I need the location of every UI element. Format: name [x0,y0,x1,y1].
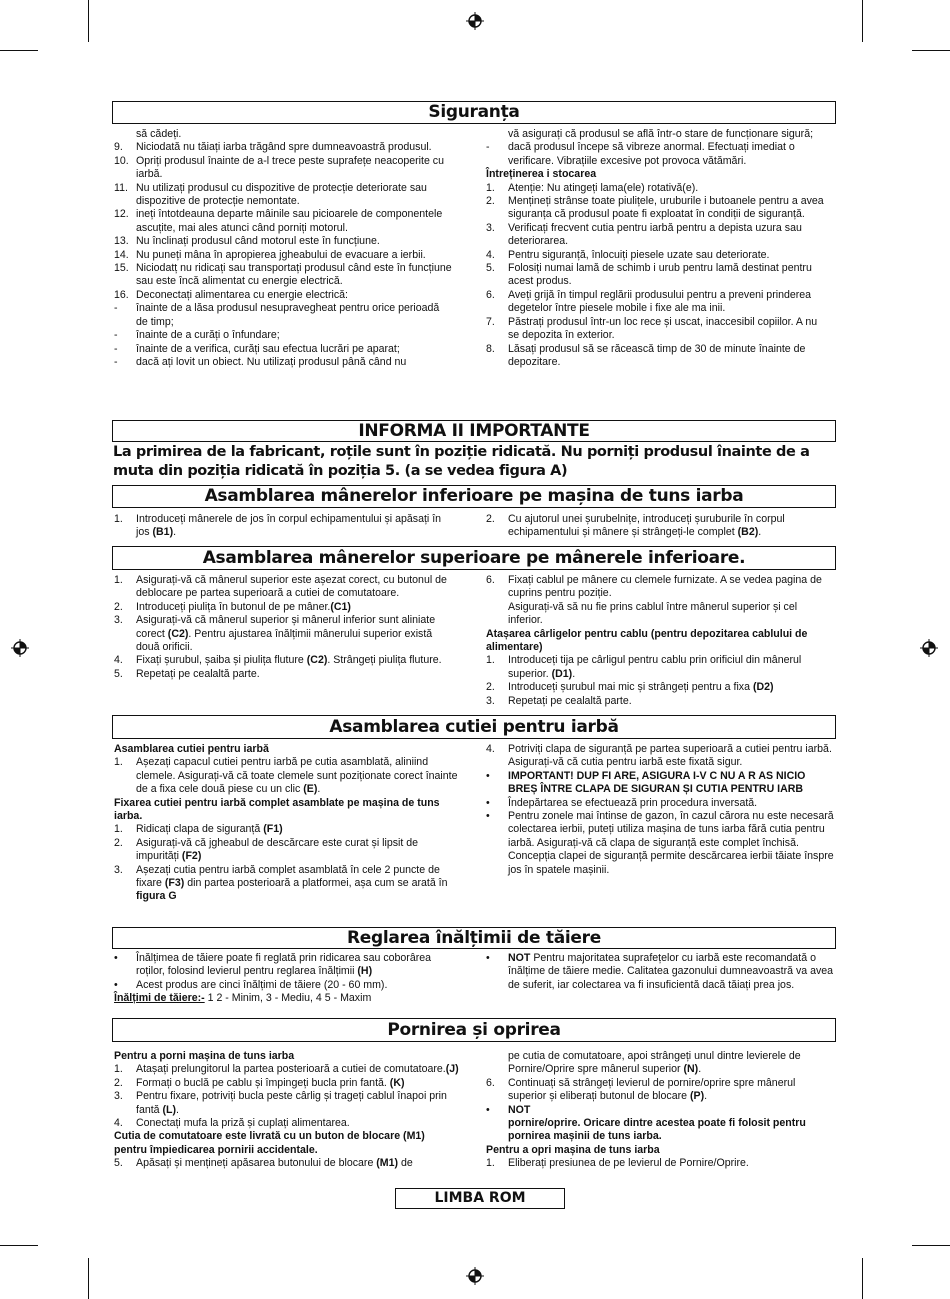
list-item: 1. Atenție: Nu atingeți lama(ele) rotativă(e). [486,181,699,194]
list-item: 1. Așezați capacul cutiei pentru iarbă pe cutia asamblată, aliniind clemele. Asigurați-vă că toate clemele sunt poziționate corect înainte de a fixa cele două piese cu un clic (E). [114,756,458,796]
language-footer: LIMBA ROM [395,1188,565,1209]
list-item: 1. Eliberați presiunea de pe levierul de Pornire/Oprire. [486,1157,749,1170]
registration-mark-icon [466,1267,484,1285]
list-item: 3. Repetați pe cealaltă parte. [486,694,632,707]
list-item: 1. Ridicați clapa de siguranță (F1) [114,823,283,836]
list-item: - înainte de a curăți o înfundare; [114,329,280,342]
registration-mark-icon [920,639,938,657]
important-notice: La primirea de la fabricant, roțile sunt în poziție ridicată. Nu porniți produsul înainte de a muta din poziția ridicată în poziția 5. (a se vedea figura A) [113,444,810,479]
section-title-informatii: INFORMA II IMPORTANTE [112,420,836,442]
list-item: 3. Asigurați-vă că mânerul superior și mânerul inferior sunt aliniate corect (C2). Pentru ajustarea înălțimii mânerului superior există două orificii. [114,614,436,654]
list-item: 3. Pentru fixare, potriviți bucla peste cârlig și trageți cablul înapoi prin fantă (L). [114,1090,447,1116]
list-item: - dacă ați lovit un obiect. Nu utilizați produsul până când nu [114,355,407,368]
height-settings: Înălțimi de tăiere:- 1 2 - Minim, 3 - Mediu, 4 5 - Maxim [114,992,372,1005]
list-item: 2. Mențineți strânse toate piulițele, uruburile i butoanele pentru a avea siguranța că produsul poate fi exploatat în condiții de siguranță. [486,195,824,221]
list-item: • NOT Pentru majoritatea suprafețelor cu iarbă este recomandată o înălțime de tăiere medie. Calitatea gazonului dumneavoastră va avea de suferit, iar colectarea va fi insuficientă dacă tăiați prea jos. [486,952,834,991]
siguranta-right-column [486,128,831,369]
cutie-left-column [114,743,459,904]
section-title-superioare: Asamblarea mânerelor superioare pe mânerele inferioare. [112,546,836,570]
list-item: 9. Niciodată nu tăiați iarba trăgând spre dumneavoastră produsul. [114,141,432,154]
pornire-left-column [114,1050,459,1171]
list-item: • Pentru zonele mai întinse de gazon, în cazul cărora nu este necesară colectarea ierbii, puteți utiliza mașina de tuns iarba fără cutia pentru iarbă. Asigurați-vă că clapa de siguranță este complet închisă. Concepția clapei de siguranță permite descărcarea ierbii tăiate înspre jos în spatele mașinii. [486,810,834,876]
list-item: vă asigurați că produsul se află într-o stare de funcționare sigură; [508,128,814,140]
list-item: • Înălțimea de tăiere poate fi reglată prin ridicarea sau coborârea roților, folosind levierul pentru reglarea înălțimii (H) [114,952,432,978]
section-title-siguranta: Siguranța [112,101,836,124]
list-item: 4. Pentru siguranță, înlocuiți piesele uzate sau deteriorate. [486,248,770,261]
superioare-left-column [114,574,454,681]
crop-mark [0,50,38,51]
list-item: • IMPORTANT! DUP FI ARE, ASIGURA I-V C NU A R AS NICIO BREȘ ÎNTRE CLAPA DE SIGURAN ȘI CUTIA PENTRU IARB [486,769,806,796]
list-item: 3. Așezați cutia pentru iarbă complet asamblată în cele 2 puncte de fixare (F3) din partea posterioară a platformei, așa cum se arată în figura G [114,863,448,903]
list-item: 8. Lăsați produsul să se răcească timp de 30 de minute înainte de depozitare. [486,342,806,368]
list-item: 16. Deconectați alimentarea cu energie electrică: [114,288,348,301]
subsection-heading: Asamblarea cutiei pentru iarbă [114,743,269,755]
list-item: 4. Potriviți clapa de siguranță pe partea superioară a cutiei pentru iarbă. Asigurați-vă că cutia pentru iarbă este fixată sigur. [486,743,832,769]
list-item: 12. ineți întotdeauna departe mâinile sau picioarele de componentele ascuțite, mai ales atunci când porniți motorul. [114,208,443,234]
list-item: 5. Folosiți numai lamă de schimb i urub pentru lamă destinat pentru acest produs. [486,262,812,288]
crop-mark [912,50,950,51]
list-item: 13. Nu înclinați produsul când motorul este în funcțiune. [114,235,380,248]
list-item: 2. Cu ajutorul unei șurubelnițe, introduceți șuruburile în corpul echipamentului și mânere și strângeți-le complet (B2). [486,513,785,539]
note-continuation: pornire/oprire. Oricare dintre acestea poate fi folosit pentru pornirea mașinii de tuns iarba. [508,1117,806,1143]
pornire-right-column [486,1050,834,1171]
reglare-left-column [114,952,459,1006]
list-item: 2. Asigurați-vă că jgheabul de descărcare este curat și lipsit de impurități (F2) [114,836,419,863]
section-title-reglare: Reglarea înălțimii de tăiere [112,927,836,949]
section-title-cutie: Asamblarea cutiei pentru iarbă [112,715,836,739]
list-item: - dacă produsul începe să vibreze anormal. Efectuați imediat o verificare. Vibrațiile excesive pot provoca vătămări. [486,141,795,167]
list-item: 6. Fixați cablul pe mânere cu clemele furnizate. A se vedea pagina de cuprins pentru poziție. Asigurați-vă să nu fie prins cablul între mânerul superior și cel inferior. [486,574,822,627]
crop-mark [88,1258,89,1299]
section-title-inferioare: Asamblarea mânerelor inferioare pe mașina de tuns iarba [112,485,836,508]
reglare-right-column [486,952,834,992]
crop-mark [0,1245,38,1246]
inferioare-right-column [486,513,831,540]
list-item: 7. Păstrați produsul într-un loc rece și uscat, inaccesibil copiilor. A nu se depozita în exterior. [486,315,818,342]
subsection-heading: Pentru a opri mașina de tuns iarba [486,1143,660,1156]
list-item: • Acest produs are cinci înălțimi de tăiere (20 - 60 mm). [114,978,388,991]
list-item: 15. Niciodatț nu ridicați sau transportați produsul când este în funcțiune sau este încă alimentat cu energie electrică. [114,262,452,288]
list-item: 4. Conectați mufa la priză și cuplați alimentarea. [114,1117,350,1130]
crop-mark [862,0,863,42]
list-item: 10. Opriți produsul înainte de a-l trece peste suprafețe neacoperite cu iarbă. [114,154,444,181]
cutie-right-column [486,743,834,877]
list-item: 1. Asigurați-vă că mânerul superior este așezat corect, cu butonul de deblocare pe partea superioară a cutiei de comutatoare. [114,574,447,600]
list-item: 6. Aveți grijă în timpul reglării produsului pentru a preveni prinderea degetelor între piesele mobile i fixe ale ma inii. [486,288,812,315]
list-item: 5. Apăsați și mențineți apăsarea butonului de blocare (M1) de [114,1157,413,1170]
subsection-heading: Fixarea cutiei pentru iarbă complet asamblate pe mașina de tuns iarba. [114,796,440,823]
registration-mark-icon [11,639,29,657]
list-item: 6. Continuați să strângeți levierul de pornire/oprire spre mânerul superior și eliberați butonul de blocare (P). [486,1076,796,1103]
list-item: 4. Fixați șurubul, șaiba și piulița fluture (C2). Strângeți piulița fluture. [114,654,442,667]
inferioare-left-column [114,513,454,540]
list-item: - înainte de a lăsa produsul nesupravegheat pentru orice perioadă de timp; [114,302,440,328]
subsection-heading: Cutia de comutatoare este livrată cu un buton de blocare (M1) pentru împiedicarea pornirii accidentale. [114,1130,425,1156]
list-item: 2. Introduceți șurubul mai mic și strângeți pentru a fixa (D2) [486,681,774,694]
subsection-heading: Întreținerea i stocarea [486,168,597,181]
list-item: 11. Nu utilizați produsul cu dispozitive de protecție deteriorate sau dispozitive de protecție nemontate. [114,181,427,208]
list-item: - înainte de a verifica, curăți sau efectua lucrări pe aparat; [114,342,400,355]
list-item: 5. Repetați pe cealaltă parte. [114,667,260,680]
list-item: să cădeți. [136,128,182,140]
subsection-heading: Atașarea cârligelor pentru cablu (pentru depozitarea cablului de alimentare) [486,627,808,654]
crop-mark [912,1245,950,1246]
list-item: • NOT [486,1103,531,1116]
crop-mark [862,1258,863,1299]
list-item: 3. Verificați frecvent cutia pentru iarbă pentru a depista uzura sau deteriorarea. [486,221,802,248]
superioare-right-column [486,574,834,708]
siguranta-left-column [114,128,454,369]
subsection-heading: Pentru a porni mașina de tuns iarba [114,1050,295,1062]
list-item: 1. Introduceți mânerele de jos în corpul echipamentului și apăsați în jos (B1). [114,513,442,539]
section-title-pornire: Pornirea și oprirea [112,1018,836,1042]
list-item: 14. Nu puneți mâna în apropierea jgheabului de evacuare a ierbii. [114,248,426,261]
list-item: pe cutia de comutatoare, apoi strângeți unul dintre levierele de Pornire/Oprire spre mânerul superior (N). [508,1050,801,1076]
list-item: • Îndepărtarea se efectuează prin procedura inversată. [486,796,758,809]
list-item: 1. Atașați prelungitorul la partea posterioară a cutiei de comutatoare.(J) [114,1063,459,1076]
registration-mark-icon [466,12,484,30]
crop-mark [88,0,89,42]
list-item: 1. Introduceți tija pe cârligul pentru cablu prin orificiul din mânerul superior. (D1). [486,654,802,680]
list-item: 2. Introduceți piulița în butonul de pe mâner.(C1) [114,600,351,613]
list-item: 2. Formați o buclă pe cablu și împingeți bucla prin fantă. (K) [114,1076,405,1089]
